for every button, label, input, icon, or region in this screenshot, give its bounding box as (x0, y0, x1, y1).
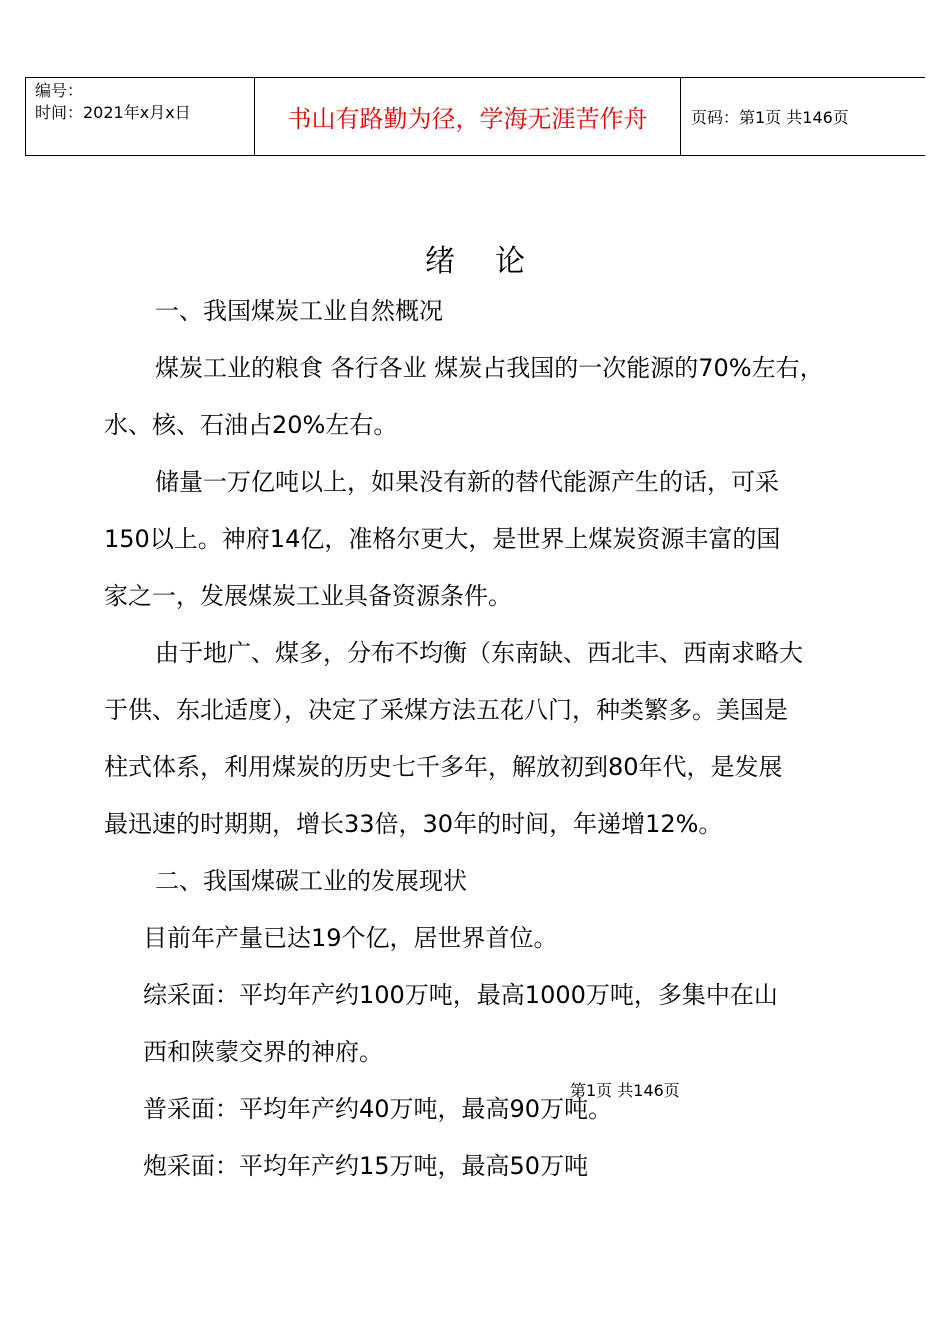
paragraph-line: 西和陕蒙交界的神府。 (143, 1038, 383, 1066)
paragraph-line: 由于地广、煤多，分布不均衡（东南缺、西北丰、西南求略大 (155, 639, 803, 667)
header-info-cell (26, 78, 255, 155)
paragraph-line: 普采面：平均年产约40万吨，最高90万吨。 (143, 1095, 613, 1123)
paragraph-line: 150以上。神府14亿，准格尔更大，是世界上煤炭资源丰富的国 (104, 525, 781, 553)
header-page-info: 页码：第1页 共146页 (691, 108, 849, 127)
paragraph-line: 柱式体系，利用煤炭的历史七千多年，解放初到80年代，是发展 (104, 753, 783, 781)
paragraph-line: 家之一，发展煤炭工业具备资源条件。 (104, 582, 512, 610)
header-motto: 书山有路勤为径，学海无涯苦作舟 (255, 78, 681, 155)
paragraph-line: 综采面：平均年产约100万吨，最高1000万吨，多集中在山 (143, 981, 778, 1009)
serial-label: 编号： (35, 81, 84, 100)
time-label: 时间：2021年x月x日 (35, 103, 191, 122)
paragraph-line: 于供、东北适度），决定了采煤方法五花八门，种类繁多。美国是 (104, 696, 788, 724)
paragraph-line: 炮采面：平均年产约15万吨，最高50万吨 (143, 1152, 589, 1180)
paragraph-line: 水、核、石油占20%左右。 (104, 411, 398, 439)
page-title: 绪论 (425, 244, 565, 279)
page-footer: 第1页 共146页 (570, 1081, 680, 1100)
paragraph-line: 最迅速的时期期，增长33倍，30年的时间，年递增12%。 (104, 810, 723, 838)
paragraph-line: 储量一万亿吨以上，如果没有新的替代能源产生的话，可采 (155, 468, 779, 496)
section-heading: 一、我国煤炭工业自然概况 (155, 297, 443, 325)
document-header (25, 77, 925, 156)
paragraph-line: 目前年产量已达19个亿，居世界首位。 (143, 924, 558, 952)
paragraph-line: 煤炭工业的粮食 各行各业 煤炭占我国的一次能源的70%左右， (155, 354, 824, 382)
section-heading: 二、我国煤碳工业的发展现状 (155, 867, 467, 895)
